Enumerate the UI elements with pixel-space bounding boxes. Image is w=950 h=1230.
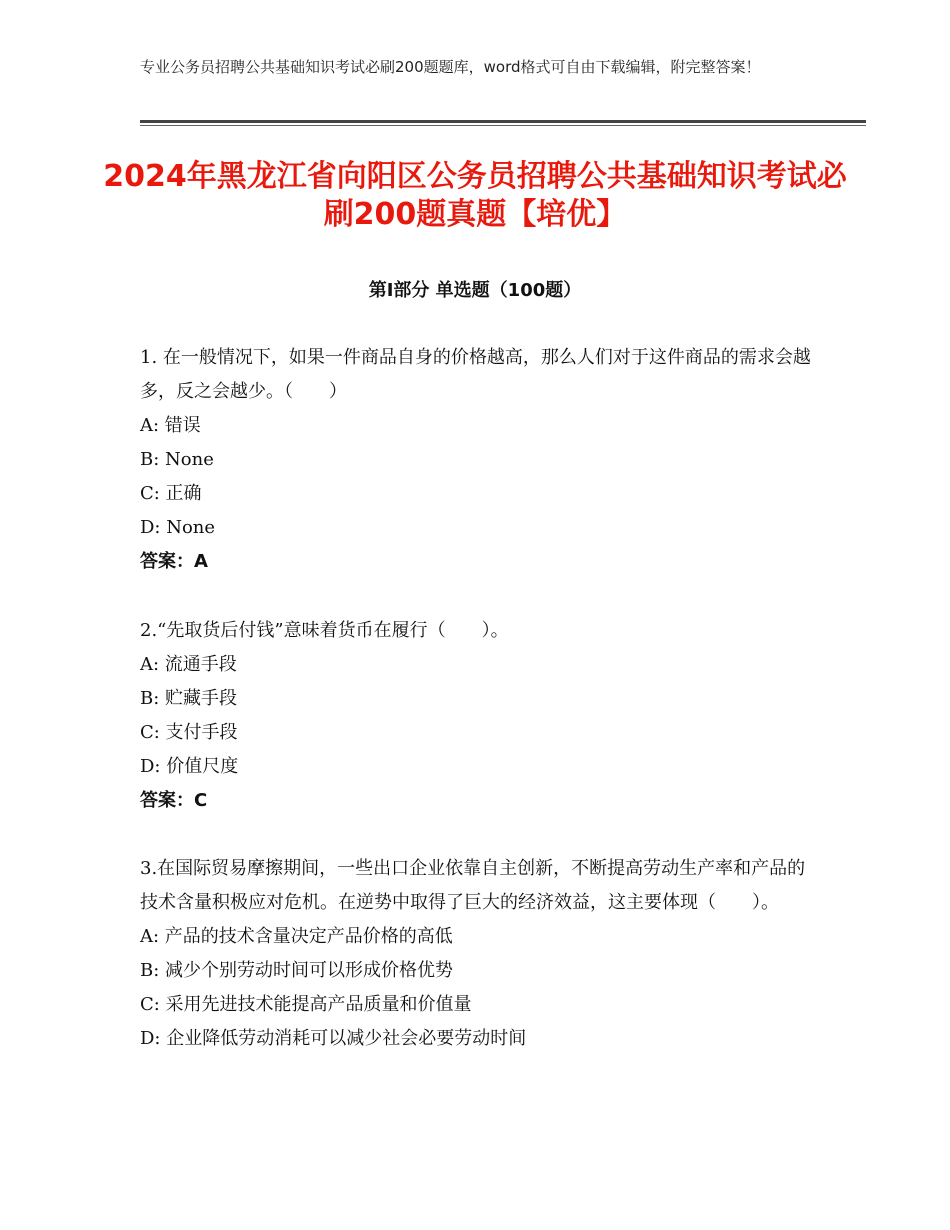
option-c: C: 正确	[140, 483, 202, 504]
option-a: A: 错误	[140, 415, 201, 436]
answer-label: 答案：C	[140, 790, 208, 811]
answer-label: 答案：A	[140, 551, 208, 572]
question-stem: 3.在国际贸易摩擦期间，一些出口企业依靠自主创新，不断提高劳动生产率和产品的技术含量积极应对危机。在逆势中取得了巨大的经济效益，这主要体现（ ）。	[140, 858, 806, 913]
document-title: 2024年黑龙江省向阳区公务员招聘公共基础知识考试必刷200题真题【培优】	[103, 159, 847, 232]
option-c: C: 支付手段	[140, 722, 238, 743]
option-d: D: None	[140, 517, 216, 538]
option-c: C: 采用先进技术能提高产品质量和价值量	[140, 994, 472, 1015]
option-b: B: 减少个别劳动时间可以形成价格优势	[140, 960, 454, 981]
question-3	[140, 852, 820, 1056]
question-stem: 1. 在一般情况下，如果一件商品自身的价格越高，那么人们对于这件商品的需求会越多，反之会越少。（ ）	[140, 347, 811, 402]
option-d: D: 企业降低劳动消耗可以减少社会必要劳动时间	[140, 1028, 527, 1049]
question-stem: 2.“先取货后付钱”意味着货币在履行（ ）。	[140, 620, 509, 641]
section-title: 第Ⅰ部分 单选题（100题）	[368, 280, 582, 301]
header-note: 专业公务员招聘公共基础知识考试必刷200题题库，word格式可自由下载编辑，附完整答案！	[140, 58, 761, 76]
header-divider-thin	[140, 125, 866, 126]
question-2	[140, 614, 820, 818]
option-a: A: 流通手段	[140, 654, 237, 675]
option-d: D: 价值尺度	[140, 756, 239, 777]
header-divider	[140, 120, 866, 123]
option-b: B: 贮藏手段	[140, 688, 238, 709]
option-a: A: 产品的技术含量决定产品价格的高低	[140, 926, 453, 947]
option-b: B: None	[140, 449, 214, 470]
question-1	[140, 341, 820, 579]
